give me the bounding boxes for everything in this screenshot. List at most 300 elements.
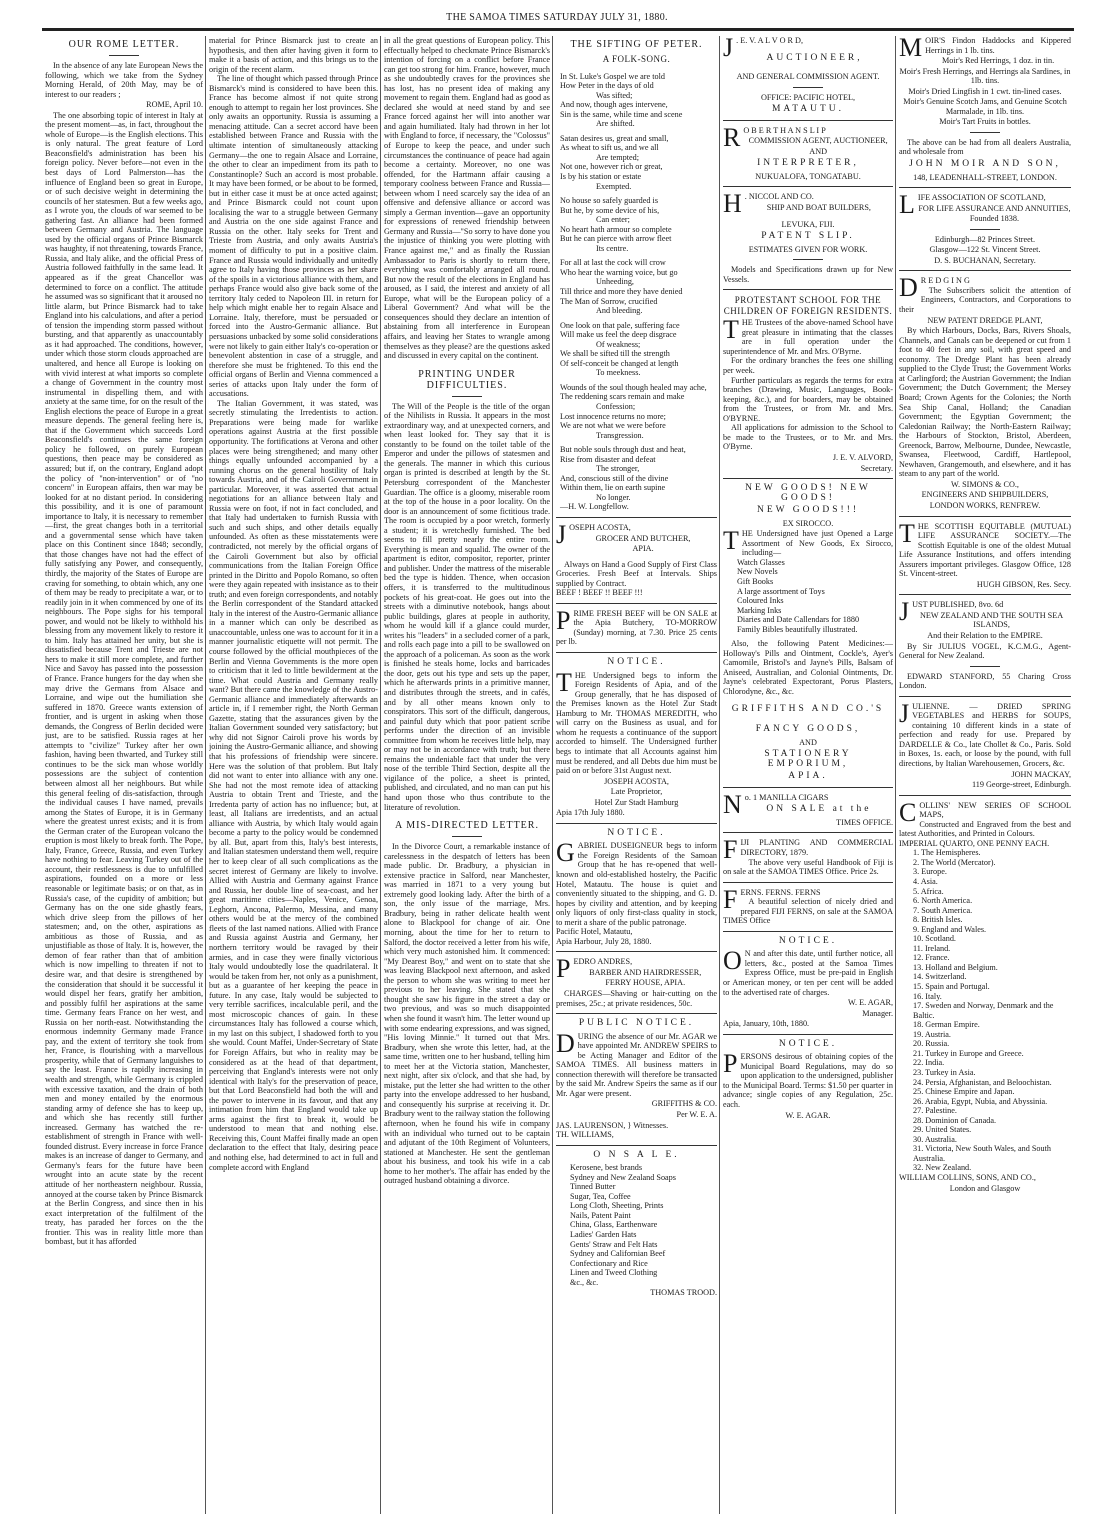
drop-cap-initial: F <box>723 884 738 914</box>
section-divider <box>556 951 717 952</box>
paragraph: CHARGES—Shaving or hair-cutting on the premises, 25c.; at private residences, 50c. <box>556 988 717 1008</box>
section-divider <box>723 832 893 833</box>
centered-line: Glasgow—122 St. Vincent Street. <box>929 245 1041 255</box>
short-rule <box>109 55 139 56</box>
centered-line: NEW ZEALAND AND THE SOUTH SEA ISLANDS, <box>919 610 1064 630</box>
drop-cap-text: UST PUBLISHED, 8vo. 6d <box>912 600 1004 610</box>
section-divider <box>899 516 1071 517</box>
short-rule <box>970 132 1000 133</box>
column-divider <box>552 36 553 1514</box>
drop-cap-initial: P <box>723 1049 738 1079</box>
section-divider <box>899 696 1071 697</box>
section-divider <box>556 1013 717 1014</box>
centered-line: APIA. <box>632 544 654 554</box>
centered-line: Moir's Red Herrings, 1 doz. in tin. <box>941 56 1055 66</box>
list-item: 4. Asia. <box>913 877 938 887</box>
signature-line: TIMES OFFICE. <box>836 817 893 827</box>
centered-line: NUKUALOFA, TONGATABU. <box>755 171 861 181</box>
poem-line: As wheat to sift us, and we all <box>560 143 659 153</box>
paragraph: in all the great questions of European policy. This effectually helped to checkmate Prince Bismarck's intention of forcing on a conflict before France can get too strong for him. France, however, much as she undoubtedly craves for the provinces she has lost, has no present idea of making any movement to regain them. England had as good as declared she would at need stand by and see France forced against her will into another war and again humiliated. Italy had thrown in her lot with England to force, if necessary, the "Colossus" of Europe to keep the peace, and under such circumstances the continuance of peace had again become a certainty. Moreover, no one was offended, for the Hartmann affair causing a temporary coolness between France and Russia—between whom I need scarcely say the idea of an offensive and defensive alliance or accord was simply a German invention—gave an opportunity for expressions of renewed friendship between Germany and Russia—"So sorry to have done you the injustice of thinking you were plotting with France against me," and as finally the Russian Ambassador to Paris is shortly to return there, everything was comfortably arranged all round. But now the result of the elections in England has aroused, as I said, the interest and anxiety of all Europe, what will be the European policy of a Liberal Government? And what will be the consequences should they declare an intention of abstaining from all interference in European affairs, and leaving her States to wrangle among themselves as they please? are the questions asked and discussed in every capital on the continent. <box>384 36 550 361</box>
drop-cap-text: O B E R T H A N S L I P <box>743 125 826 135</box>
article-headline: THE SIFTING OF PETER. <box>570 39 703 50</box>
drop-cap-text: HE Undersigned begs to inform the Foreign Residents of Apia, and of the Group generally, that he has disposed of the Premises known as the Hotel Zur Stadt Hamburg to Mr. THOMAS MEREDITH, who will carry on the Business as usual, and for whom he requests a continuance of the support accorded to himself. The Undersigned further begs to intimate that all Accounts against him must be rendered, and all Debts due him must be paid on or before 31st August next. <box>556 670 717 776</box>
list-item: Sugar, Tea, Coffee <box>570 1191 631 1201</box>
drop-cap-initial: M <box>899 36 923 62</box>
list-item: Ladies' Garden Hats <box>570 1230 637 1240</box>
spacer <box>384 812 550 817</box>
list-item: 2. The World (Mercator). <box>913 857 996 867</box>
drop-cap-paragraph <box>723 835 893 865</box>
list-item: 32. New Zealand. <box>913 1163 972 1173</box>
poem-line-indented: Unheeding, <box>596 277 634 287</box>
centered-line: Edinburgh—82 Princes Street. <box>934 234 1036 244</box>
spaced-heading: NOTICE. <box>778 1038 838 1049</box>
section-divider <box>556 823 717 824</box>
poem-line: But he, by some device of his, <box>560 205 660 215</box>
drop-cap-paragraph <box>556 605 717 647</box>
drop-cap-text: ULIENNE. — DRIED SPRING VEGETABLES and HERBS for SOUPS, containing 10 different kinds in a state of perfection and ready for use. Prepared by DARDELLE & Co., late Chollet & Co., Paris. Sold in Boxes, 1s. each, or loose by the pound, with full directions, by Italian Warehousemen, Grocers, &c. <box>899 701 1071 768</box>
poem-line: Not one, however rich or great, <box>560 162 663 172</box>
drop-cap-text: OLLINS' NEW SERIES OF SCHOOL MAPS, <box>919 800 1071 820</box>
short-rule <box>793 87 823 88</box>
drop-cap-text: RIME FRESH BEEF will be ON SALE at the Apia Butchery, TO-MORROW (Sunday) morning, at 7.30. Price 25 cents per lb. <box>556 608 717 647</box>
list-item: 13. Holland and Belgium. <box>913 962 998 972</box>
column-poem-and-notices <box>556 36 717 1514</box>
signature-line: HUGH GIBSON, Res. Secy. <box>976 579 1071 589</box>
section-divider <box>723 186 893 187</box>
centered-line: LEVUKA, FIJI. <box>781 219 835 229</box>
drop-cap-paragraph <box>556 838 717 927</box>
paragraph: material for Prince Bismarck just to create an hypothesis, and then after having given it form to make it a basis of action, and this brings us to the origin of the recent alarm. <box>209 36 378 74</box>
paragraph: The Italian Government, it was stated, was secretly stimulating the Irredentists to action. Preparations were being made for warlike operations against Austria at the first possible opportunity. The fortifications at Verona and other places were being strengthened; and many other things equally unfounded accompanied by a running chorus on the general hostility of Italy towards Austria, and of the Cairoli Government in particular. Moreover, it was asserted that actual negotiations for an alliance between Italy and Russia were on foot, if not in fact concluded, and that Italy had undertaken to furnish Russia with such and such ships, and other details equally unfounded. As often as these misstatements were contradicted, not merely by the official organs of the Cairoli Government but also by official communications from the Italian Foreign Office printed in the Diritto and Popolo Romano, so often were they again repeated with insistance as to their truth; and even foreign correspondents, and notably the Berlin correspondent of the Standard attacked Italy in the interest of the Austro-Germanic alliance in a manner which can only be described as unaccountable, unless one was to account for it in a manner journalistic etiquette will not permit. The course followed by the official mouthpieces of the Berlin and Vienna Governments is the more open to criticism that it led to little bewilderment at the time. What could Austria and Germany really want? But there came the knowledge of the Austro-Germanic alliance and immediately afterwards an article in, if I remember right, the North German Gazette, stating that the assurances given by the Italian Government sounded very satisfactory; but why did not Signor Cairoli prove his words by joining the Austro-Germanic alliance, and showing that his professions of friendship were sincere. Here was the solution of that problem. But Italy did not want to enter into alliance with any one. She had not the most remote idea of attacking Austria to obtain Trent and Trieste, and the Irredenta party of action has no influence; but, at least, all Italians are irredentists, and an actual alliance with Austria, by which Italy would again become a party to the policy would be condemned by all. But, apart from this, Italy's best interests, and Italian statesmen understand them well, require her to keep clear of all such complications as the secret interest of Germany are likely to involve. Allied with Austria and Germany against France and Russia, her double line of sea-coast, and her great maritime cities—Naples, Venice, Genoa, Leghorn, Ancona, Palermo, Messina, and many others would be at the mercy of the combined fleets of the last named nations. Allied with France and Russia against Austria and Germany, her northern territory would be ravaged by their armies, and in case they were finally victorious Italy would undoubtedly lose the quadrilateral. It would be taken from her, not only as a punishment, but as a guarantee of her keeping the peace in future. In any case, Italy would be subjected to very terrible sacrifices, incalculable peril, and the most microscopic chances of gain. In these circumstances Italy has followed a course which, in my last on this subject, I shadowed forth to you she would. Count Maffei, Under-Secretary of State for Foreign Affairs, but who in reality may be considered as at the head of that department, perceiving that England's interests were not only identical with Italy's for the preservation of peace, but that Lord Beaconsfield had both the will and the power to intervene in its favour, and that any intimation from him that England would take up arms against the first to break it, would be understood to mean that and nothing else. Receiving this, Count Maffei finally made an open declaration to the effect that Italy, desiring peace and nothing else, had determined to act in full and complete accord with England <box>209 398 378 1172</box>
centered-line: Late Proprietor, <box>610 787 663 797</box>
signature-line: Manager. <box>862 1008 893 1018</box>
poem-line: Of self-conceit be changed at length <box>560 358 679 368</box>
centered-line: AND GENERAL COMMISSION AGENT. <box>736 72 880 82</box>
list-item: China, Glass, Earthenware <box>570 1220 658 1230</box>
drop-cap-paragraph <box>899 797 1071 827</box>
short-rule <box>452 836 482 837</box>
paragraph: The above very useful Handbook of Fiji is on sale at the SAMOA TIMES Office. Price 2s. <box>723 857 893 877</box>
centered-line: Moir's Genuine Scotch Jams, and Genuine Scotch Marmalade, in 1lb. tins. <box>903 97 1067 116</box>
section-divider <box>723 931 893 932</box>
poem-line: Will make us feel the deep disgrace <box>560 330 677 340</box>
poem-line: For all at last the cock will crow <box>560 258 666 268</box>
list-item: 8. British Isles. <box>913 915 963 925</box>
list-item: A large assortment of Toys <box>737 586 825 596</box>
section-divider <box>723 787 893 788</box>
signature-line: J. E. V. ALVORD, <box>832 452 893 462</box>
poem-line: The reddening scars remain and make <box>560 392 685 402</box>
paragraph: By Sir JULIUS VOGEL, K.C.M.G., Agent-General for New Zealand. <box>899 641 1071 661</box>
spaced-heading: FANCY GOODS, <box>755 724 861 735</box>
poem-line: —H. W. Longfellow. <box>560 502 629 512</box>
drop-cap-initial: J <box>899 597 910 627</box>
paragraph: The line of thought which passed through Prince Bismarck's mind is considered to have been this. France has become almost if not quite strong enough to attempt to regain her lost provinces. She only awaits an opportunity. Russia is assuming a menacing attitude. Can a secret accord have been established between France and Russia with the ultimate intention of simultaneously attacking Germany—the one to regain Alsace and Lorraine, the other to clear an impediment from its path to Constantinople? Such an accord is most probable. It may have been formed, or be about to be formed, but in either case it must be at once acted against; and Prince Bismarck could not count upon localising the war to a struggle between Germany and Austria on the one side against France and Russia on the other. Italy seeks for Trent and Trieste from Austria, and only awaits Austria's moment of difficulty to put in a positive claim. France and Russia would individually and unitedly agree to Italy having those provinces as her share of the spoils in a victorious alliance with them, and perhaps France would also give back some of the territory Italy ceded to Napoleon III. in return for help which might enable her to regain Alsace and Lorraine. Italy, therefore, must be persuaded or forced into the Austro-Germanic alliance. But persuasions unbacked by some solid considerations were not likely to gain either Italy's co-operation or benevolent abstention in case of a struggle, and therefore she must be frightened. To this end the official organs of Berlin and Vienna commenced a series of attacks upon Italy under the form of accusations. <box>209 74 378 399</box>
drop-cap-text: ABRIEL DUSEIGNEUR begs to inform the Foreign Residents of the Samoan Group that he has re-opened that well-known and old-established hostelry, the Pacific Hotel, Matautu. The house is quiet and conveniently situated to the shipping, and G. D. hopes by civility and attention, and by keeping only liquors of only first-class quality in stock, to merit a share of the public patronage. <box>556 841 717 927</box>
centered-line: BARBER AND HAIRDRESSER, <box>589 967 702 977</box>
paragraph: A beautiful selection of nicely dried and prepared FIJI FERNS, on sale at the SAMOA TIMES Office <box>723 897 893 926</box>
poem-line: Is by his station or estate <box>560 171 642 181</box>
list-item: Gents' Straw and Felt Hats <box>570 1239 658 1249</box>
drop-cap-text: ERSONS desirous of obtaining copies of the Municipal Board Regulations, may do so upon application to the undersigned, publisher to the Municipal Board. Terms: $1.50 per quarter in advance; single copies of any Regulation, 25c. each. <box>723 1052 893 1110</box>
list-item: 16. Italy. <box>913 991 942 1001</box>
spacer <box>384 361 550 366</box>
list-item: 11. Ireland. <box>913 943 951 953</box>
paragraph: Further particulars as regards the terms for extra branches (Drawing, Music, Languages, Book-keeping, &c.), and for boarders, may be obtained from the Trustees, or from Mr. and Mrs. O'BYRNE. <box>723 375 893 423</box>
paragraph: JAS. LAURENSON, } Witnesses. <box>556 1120 669 1130</box>
drop-cap-text: . NICCOL AND CO. <box>744 192 814 202</box>
drop-cap-initial: J <box>556 520 567 550</box>
drop-cap-initial: R <box>723 122 741 152</box>
paragraph: Models and Specifications drawn up for New Vessels. <box>723 265 893 284</box>
list-item: Marking Inks <box>737 605 782 615</box>
paragraph: BEEF ! BEEF !! BEEF !!! <box>556 588 643 598</box>
drop-cap-text: IFE ASSOCIATION OF SCOTLAND, <box>917 193 1046 203</box>
short-rule <box>970 666 1000 667</box>
column-divider <box>205 36 206 1514</box>
centered-line: SHIP AND BOAT BUILDERS, <box>766 203 871 213</box>
short-rule <box>970 229 1000 230</box>
list-item: 30. Australia. <box>913 1134 957 1144</box>
centered-line: W. SIMONS & CO., <box>951 479 1019 489</box>
drop-cap-initial: F <box>723 835 738 865</box>
list-item: 22. India. <box>913 1058 945 1068</box>
spacer <box>723 66 893 71</box>
column-articles <box>384 36 550 1514</box>
spaced-heading: INTERPRETER, <box>757 158 859 169</box>
drop-cap-initial: T <box>899 518 915 548</box>
paragraph: Also, the following Patent Medicines:—Holloway's Pills and Ointment, Cockle's, Ayer's Camomile, Bristol's and Jayne's Pills, Balsam of Aniseed, Australian, and Colonial Ointments, Dr. Jayne's celebrated Expectorant, Porus Plasters, Chlorodyne, &c., &c. <box>723 639 893 696</box>
paragraph: Apia 17th July 1880. <box>556 808 625 818</box>
paragraph: In the Divorce Court, a remarkable instance of carelessness in the despatch of letters has been made public. Dr. Bradbury, a physician in extensive practice in Salford, near Manchester, was married in 1871 to a very young but extremely good looking lady. After the birth of a son, the only issue of the marriage, Mrs. Bradbury, being in rather delicate health went alone to Blackpool for change of air. One morning, about the time for her to return to Salford, the doctor received a letter from his wife, which very much astonished him. It commenced: "My Dearest Boy," and went on to state that she was leaving Blackpool next afternoon, and asked the person to whom she was writing to meet her previous to her leaving. She stated that she thought she saw his figure in the street a day or two previous, and was so much disappointed when she found it wasn't him. The letter wound up with some endearing expressions, and was signed, "His loving Minnie." It turned out that Mrs. Bradbury, when she wrote this letter, had, at the same time, written one to her husband, telling him to meet her at the Victoria station, Manchester, next night, after six o'clock, and that she had, by mistake, put the letter she had written to the other party into the envelope addressed to her husband, and consequently his surprise at receiving it. Dr. Bradbury went to the railway station the following afternoon, when he found his wife in company with an individual who turned out to be captain and adjutant of the 10th Regiment of Volunteers, stationed at Manchester. He sent the gentleman about his business, and took his wife in a cab home to her mother's. The affair has ended by the outraged husband obtaining a divorce. <box>384 842 550 1186</box>
section-divider <box>899 594 1071 595</box>
drop-cap-text: R E D G I N G <box>920 276 970 286</box>
poem-line-indented: Was sifted; <box>596 90 633 100</box>
poem-line-indented: Exempted. <box>596 181 632 191</box>
drop-cap-initial: P <box>556 954 571 984</box>
drop-cap-text: IJI PLANTING AND COMMERCIAL DIRECTORY, 1879. <box>740 838 893 857</box>
signature-line: 119 George-street, Edinburgh. <box>972 780 1071 790</box>
paragraph: WILLIAM COLLINS, SONS, AND CO., <box>899 1172 1036 1182</box>
list-item: 27. Palestine. <box>913 1106 957 1116</box>
drop-cap-paragraph <box>556 1028 717 1099</box>
spacer <box>723 717 893 722</box>
list-item: Watch Glasses <box>737 557 785 567</box>
list-item: 10. Scotland. <box>913 934 956 944</box>
spaced-heading: APIA. <box>788 771 828 782</box>
poem-line-indented: No longer. <box>596 492 631 502</box>
drop-cap-text: EDRO ANDRES, <box>573 957 633 967</box>
section-divider <box>723 1034 893 1035</box>
list-item: 9. England and Wales. <box>913 924 987 934</box>
masthead-rule <box>42 28 1074 31</box>
list-item: 5. Africa. <box>913 886 944 896</box>
paragraph: Apia, January, 10th, 1880. <box>723 1019 810 1029</box>
signature-line: THOMAS TROOD. <box>650 1288 717 1298</box>
signature-line: JOHN MACKAY, <box>1011 769 1071 779</box>
paragraph: Always on Hand a Good Supply of First Class Groceries. Fresh Beef at Intervals. Ships supplied by Contract. <box>556 559 717 588</box>
signature-line: W. E. AGAR, <box>848 998 893 1008</box>
poem-line: And, conscious still of the divine <box>560 473 669 483</box>
list-item: 24. Persia, Afghanistan, and Beloochistan. <box>913 1077 1052 1087</box>
drop-cap-text: OIR'S Findon Haddocks and Kippered Herrings in 1 lb. tins. <box>925 36 1071 55</box>
list-item: 28. Dominion of Canada. <box>913 1115 996 1125</box>
centered-line: London and Glasgow <box>949 1183 1021 1193</box>
list-item: New Novels <box>737 567 778 577</box>
drop-cap-paragraph <box>723 315 893 356</box>
spacer <box>723 46 893 51</box>
list-item: Sydney and New Zealand Soaps <box>570 1172 676 1182</box>
signature-line: ROME, April 10. <box>146 100 203 110</box>
paragraph: In the absence of any late European News the following, which we take from the Sydney Morning Herald, of 20th May, may be of interest to our readers ; <box>45 61 203 99</box>
list-item: Family Bibles beautifully illustrated. <box>737 624 858 634</box>
drop-cap-initial: L <box>899 190 915 220</box>
section-divider <box>556 603 717 604</box>
spaced-heading: MATAUTU. <box>771 104 845 115</box>
poem-line: Within them, lie on earth supine <box>560 483 666 493</box>
spaced-heading: ON SALE at the <box>766 804 872 815</box>
centered-line: W. E. AGAR. <box>785 1110 831 1120</box>
list-item: Coloured Inks <box>737 596 784 606</box>
poem-line: Lost innocence returns no more; <box>560 411 666 421</box>
list-item: 26. Arabia, Egypt, Nubia, and Abyssinia. <box>913 1096 1048 1106</box>
poem-line: No house so safely guarded is <box>560 196 659 206</box>
signature-line: GRIFFITHS & CO. <box>651 1099 717 1109</box>
column-divider <box>380 36 381 1514</box>
list-item: 17. Sweden and Norway, Denmark and the Baltic. <box>913 1001 1054 1020</box>
column-rome-letter <box>45 36 203 1514</box>
poem-line-indented: To meekness. <box>596 368 641 378</box>
centered-line: 148, LEADENHALL-STREET, LONDON. <box>913 172 1057 182</box>
section-divider <box>556 1145 717 1146</box>
paragraph: The one absorbing topic of interest in Italy at the present moment—as, in fact, throughout the whole of Europe—is the English elections. This is only natural. The great feature of Lord Beaconsfield's administration has been his foreign policy. Never before—not even in the best days of Lord Palmerston—has the influence of England been so great in Europe, or of such decisive weight in determining the councils of her statesmen. But a few weeks ago, as I wrote you, the clouds of war seemed to be gathering fast. An alliance had been formed between Germany and Austria. The language used by the official organs of Prince Bismarck was haughty, if not threatening, towards France, Russia, and Italy alike, and the official Press of Austria followed faithfully in the same lead. It appeared as if the great Chancellor was determined to force on a conflict. The attitude he assumed was so significant that it aroused no little alarm, but Prince Bismarck had to take England into his calculations, and after a period of tension the impending storm passed without bursting, and that apparently as unaccountably as it had approached. The conditions, however, under which those storm clouds approached are unaltered, and hence all Europe is looking on with vivid interest at what imports so complete a change of Government in the country most instrumental in dispelling them, and with anxiety at the same time, for on the result of the English elections the peace of Europe in a great measure depends. The general feeling here is, that if the Government which succeeds Lord Beaconsfield's continues the same foreign policy he followed, on purely European questions, then peace may be considered as assured; but if, on the contrary, England adopt the policy of "non-intervention" or of "no concern" in European affairs, then war may be looked for at no distant period. In considering this possibility, and it is one of paramount importance to Italy, it is necessary to remember—first, the great changes both in a territorial and a governmental sense which have taken place on this Continent since 1848; secondly, that those changes have not had the effect of fully satisfying any Power, and consequently, thirdly, the majority of the States of Europe are craving for something, to obtain which, any one of them may be ready to precipitate a war, or to readily join in it when commenced by one of its neighbours. The Pope sighs for his temporal power, and would not be likely to withhold his blessing from any movement likely to restore it to him. Italy has attained her unity, but she is dissatisfied because Trent and Trieste are not hers to make it still more complete, and further Nice and Savoy has passed into the possession of France. France hungers for the day when she may drive the Germans from Alsace and Lorraine, and wipe out the humiliation she suffered in 1870. Greece wants extension of frontier, and is urgent in asking when those demands, the Congress of Berlin decided were just, are to be satisfied. Russia rages at her attempts to "civilize" Turkey after her own fashion, having been thwarted, and Turkey still continues to be the sick man whose worldly possessions are the subject of contention between almost all her neighbours. But while this general feeling of dis-satisfaction, through the individual causes I have named, prevails among the States of Europe, it is in Germany where the greatest unrest exists; and it is from the German crater of the European volcano the eruption is most likely to break forth. The Pope, Italy, France, Greece, Russia, and even Turkey have nothing to fear. Leaving Turkey out of the account, their restlessness is due to unfulfilled aspirations, founded on a more or less reasonable or legitimate basis; or on that, as in Russia's case, of the cupidity of ambition; but Germany has on the one side ghastly fears, which drive sleep from the pillows of her statesmen; and, on the other, aspirations as ambitious as those of Russia, and as unjustifiable as those of Italy. It is, however, the demon of fear rather than that of ambition which is now impelling to threaten if not to desire war, and that desire is strengthened by the consideration that should it be successful it would dispel her fears, gratify her ambition, and possibly fulfil her aspirations at the same time. Germany fears France on her west, and Russia on her north-east. Notwithstanding the enormous indemnity Germany made France pay, and the extent of territory she took from her, France, is flourishing with a marvellous prosperity, while that of Germany languishes to say the least. France is rapidly increasing in wealth and strength, while Germany is crippled with excessive taxation, and the drain of both men and money entailed by the enormous standing army of defence she has to keep up, and which she has recently still further increased. Germany has watched the re-establishment of strength in France with well-founded distrust. Every increase in force France makes is an increase of danger to Germany, and Germany's fears for the future have been wrought into an acute state by the recent attitude of her northeastern neighbour. Russia, annoyed at the course taken by Prince Bismarck at the Berlin Congress, and since then in his exact interpretation of the fulfilment of the treaty, has paraded her forces on the the frontier. This was in reality little more than bombast, but it has afforded <box>45 110 203 1247</box>
paragraph: For the ordinary branches the fees one shilling per week. <box>723 356 893 376</box>
centered-line: JOSEPH ACOSTA, <box>604 776 669 786</box>
paragraph: The Will of the People is the title of the organ of the Nihilists in Russia. It appears in the most extraordinary way, and at unexpected corners, and when least looked for. They say that it is constantly to be found on the toilet table of the Emperor and under the pillows of statesmen and the generals. The manner in which this curious organ is printed is described at length by the St. Petersburg correspondent of the Manchester Guardian. The office is a gloomy, miserable room at the top of the house in a poor locality. On the door is an announcement of some fictitious trade. The room is occupied by a poor wretch, formerly a student; it is wretchedly furnished. The bed seems to fill pretty nearly the entire room. Everything is mean and squalid. The owner of the apartment is editor, compositor, reporter, printer and publisher. Under the mattress of the miserable bed the type is hidden. Thence, when occasion offers, it is transferred to the multitudinous pockets of his great-coat. He goes out into the streets with a diminutive notebook, hangs about public buildings, glares at people in authority, whom he would kill if a glance could murder, writes his "leaders" in a secluded corner of a park, and rolls each page into a pill to be swallowed on the approach of a policeman. As soon as the work is finished he steals home, locks and barricades the door, gets out his type and sets up the paper, which he afterwards prints in a primitive manner, and distributes through the streets, and in cafés, and by all other means known only to conspirators. This sort of the difficult, dangerous, and painful duty which that poor patient scribe performs under the direction of an invisible committee from whom he receives little help, may or may not be in accordance with truth; but there remains the undeniable fact that under the very nose of the terrible Third Section, despite all the vigilance of the police, a sheet is printed, published, and circulated, and no man can put his hand upon those who thus contribute to the literature of revolution. <box>384 401 550 812</box>
drop-cap-initial: H <box>723 189 742 219</box>
poem-line: But noble souls through dust and heat, <box>560 445 686 455</box>
centered-line: LONDON WORKS, RENFREW. <box>929 500 1041 510</box>
column-divider <box>719 36 720 1514</box>
drop-cap-initial: C <box>899 797 917 827</box>
section-divider <box>723 120 893 121</box>
spaced-heading: NEW GOODS! NEW GOODS! <box>745 483 871 503</box>
centered-line: AND <box>799 737 817 747</box>
article-subheadline: PROTESTANT SCHOOL FOR THE CHILDREN OF FOREIGN RESIDENTS. <box>723 295 893 316</box>
spacer <box>723 697 893 702</box>
article-headline: OUR ROME LETTER. <box>68 39 180 50</box>
paragraph: The above can be had from all dealers Australia, and wholesale from <box>899 137 1071 157</box>
list-item: Confectionary and Rice <box>570 1258 648 1268</box>
drop-cap-initial: D <box>899 273 918 303</box>
section-divider <box>556 652 717 653</box>
list-item: 14. Switzerland. <box>913 972 967 982</box>
column-rome-letter-continued <box>209 36 378 1514</box>
spaced-heading: STATIONERY EMPORIUM, <box>764 749 852 769</box>
spaced-heading: AUCTIONEER, <box>766 52 863 63</box>
centered-line: Founded 1838. <box>969 214 1019 224</box>
poem-line-indented: Can enter; <box>596 215 630 225</box>
list-item: 3. Europe. <box>913 867 947 877</box>
newspaper-masthead: THE SAMOA TIMES SATURDAY JULY 31, 1880. <box>446 12 668 23</box>
spaced-heading: NOTICE. <box>607 827 666 838</box>
spaced-heading: PUBLIC NOTICE. <box>578 1018 695 1029</box>
section-divider <box>899 187 1071 188</box>
column-divider <box>895 36 896 1514</box>
drop-cap-initial: D <box>556 1028 575 1058</box>
drop-cap-paragraph <box>723 1049 893 1110</box>
list-item: 12. France. <box>913 953 950 963</box>
centered-line: FERRY HOUSE, APIA. <box>605 978 686 988</box>
column-advertisements <box>723 36 893 1514</box>
drop-cap-text: HE SCOTTISH EQUITABLE (MUTUAL) LIFE ASSURANCE SOCIETY.—The Scottish Equitable is one of the oldest Mutual Life Assurance Institutions, and offers intending Assurers important privileges. Glasgow Office, 128 St. Vincent-street. <box>899 521 1071 579</box>
centered-line: ENGINEERS AND SHIPBUILDERS, <box>921 490 1049 500</box>
centered-line: OFFICE: PACIFIC HOTEL, <box>760 92 856 102</box>
list-item: 15. Spain and Portugal. <box>913 982 990 992</box>
list-item: 29. United States. <box>913 1125 972 1135</box>
list-item: 7. South America. <box>913 905 973 915</box>
list-item: 23. Turkey in Asia. <box>913 1067 976 1077</box>
list-item: 31. Victoria, New South Wales, and South Australia. <box>913 1144 1051 1163</box>
section-divider <box>723 478 893 479</box>
paragraph: EDWARD STANFORD, 55 Charing Cross London. <box>899 671 1071 691</box>
poem-line-indented: And bleeding. <box>596 306 643 316</box>
centered-line: Moir's Tart Fruits in bottles. <box>939 117 1031 127</box>
paragraph: TH. WILLIAMS, <box>556 1130 614 1140</box>
list-item: 6. North America. <box>913 896 973 906</box>
spaced-heading: GRIFFITHS AND CO.'S <box>731 703 885 714</box>
centered-line: D. S. BUCHANAN, Secretary. <box>934 255 1036 265</box>
spaced-heading: PATENT SLIP. <box>761 231 855 242</box>
section-divider <box>556 517 717 518</box>
centered-line: NEW PATENT DREDGE PLANT, <box>927 315 1043 325</box>
article-headline: PRINTING UNDER DIFFICULTIES. <box>418 368 516 391</box>
drop-cap-text: OSEPH ACOSTA, <box>569 523 631 533</box>
drop-cap-text: HE Undersigned have just Opened a Large Assortment of New Goods, Ex Sirocco, including— <box>741 529 893 558</box>
poem-line: Wounds of the soul though healed may ache, <box>560 382 707 392</box>
drop-cap-text: HE Trustees of the above-named School have great pleasure in intimating that the classes are in full operation under the superintendence of Mr. and Mrs. O'Byrne. <box>723 318 893 356</box>
paragraph: Apia Harbour, July 28, 1880. <box>556 936 652 946</box>
article-subheadline: A FOLK-SONG. <box>602 54 671 64</box>
list-item: 25. Chinese Empire and Japan. <box>913 1087 1015 1097</box>
spaced-heading: O N S A L E. <box>593 1149 680 1160</box>
spacer <box>723 214 893 219</box>
list-item: Sydney and Californian Beef <box>570 1249 666 1259</box>
poem-line: How Peter in the days of old <box>560 81 654 91</box>
drop-cap-initial: O <box>723 946 742 976</box>
poem-line: One look on that pale, suffering face <box>560 320 680 330</box>
drop-cap-initial: N <box>723 789 742 819</box>
drop-cap-initial: P <box>556 605 571 635</box>
drop-cap-initial: G <box>556 838 575 868</box>
centered-line: ESTIMATES GIVEN FOR WORK. <box>748 244 868 254</box>
poem-line: Satan desires us, great and small, <box>560 133 669 143</box>
list-item: 19. Austria. <box>913 1029 951 1039</box>
drop-cap-initial: T <box>723 526 739 556</box>
poem-line-indented: The stronger, <box>596 464 640 474</box>
spaced-heading: JOHN MOIR AND SON, <box>909 159 1061 170</box>
drop-cap-initial: T <box>723 315 739 345</box>
list-item: Long Cloth, Sheeting, Prints <box>570 1201 664 1211</box>
poem-line-indented: Of weakness; <box>596 339 641 349</box>
drop-cap-paragraph <box>556 667 717 776</box>
centered-line: COMMISSION AGENT, AUCTIONEER, <box>748 136 888 146</box>
list-item: &c., &c. <box>570 1277 599 1287</box>
short-rule <box>452 396 482 397</box>
poem-line: Rise from disaster and defeat <box>560 454 656 464</box>
drop-cap-text: ERNS. FERNS. FERNS <box>740 887 821 897</box>
list-item: 21. Turkey in Europe and Greece. <box>913 1048 1024 1058</box>
poem-line-indented: Are shifted. <box>596 119 635 129</box>
centered-line: Moir's Fresh Herrings, and Herrings ala Sardines, in 1lb. tins. <box>899 66 1071 86</box>
poem-line: Who hear the warning voice, but go <box>560 267 678 277</box>
centered-line: GROCER AND BUTCHER, <box>595 533 691 543</box>
poem-line-indented: Its centre. <box>596 243 629 253</box>
list-item: Tinned Butter <box>570 1182 616 1192</box>
section-divider <box>899 795 1071 796</box>
list-item: 1. The Hemispheres. <box>913 848 981 858</box>
section-divider <box>723 882 893 883</box>
drop-cap-text: o. 1 MANILLA CIGARS <box>744 792 829 802</box>
drop-cap-text: N and after this date, until further notice, all letters, &c., posted at the Samoa Times Express Office, must be pre-paid in English or American money, or ten per cent will be added to the advertised rate of charges. <box>723 949 893 997</box>
list-item: Linen and Tweed Clothing <box>570 1268 658 1278</box>
list-item: Diaries and Date Callendars for 1880 <box>737 615 860 625</box>
paragraph: IMPERIAL QUARTO, ONE PENNY EACH. <box>899 838 1050 848</box>
signature-line: Secretary. <box>860 463 893 473</box>
poem-line-indented: Confession; <box>596 402 636 411</box>
list-item: 18. German Empire. <box>913 1020 980 1030</box>
spaced-heading: NOTICE. <box>778 935 838 946</box>
list-item: 20. Russia. <box>913 1039 950 1049</box>
spaced-heading: NOTICE. <box>607 657 666 668</box>
article-headline: A MIS-DIRECTED LETTER. <box>395 820 539 832</box>
section-divider <box>899 270 1071 271</box>
poem-line-indented: Transgression. <box>596 430 644 440</box>
paragraph: Constructed and Engraved from the best and latest Authorities, and Printed in Colours. <box>899 819 1071 839</box>
drop-cap-initial: T <box>556 667 572 697</box>
centered-line: Hotel Zur Stadt Hamburg <box>594 797 679 807</box>
poem-line: Sin is the same, while time and scene <box>560 109 683 119</box>
poem-line: But he can pierce with arrow fleet <box>560 234 672 244</box>
short-rule <box>793 259 823 260</box>
drop-cap-text: . E. V. A L V O R D, <box>736 36 804 45</box>
list-item: Gift Books <box>737 576 774 586</box>
signature-line: Per W. E. A. <box>676 1110 717 1119</box>
drop-cap-text: URING the absence of our Mr. AGAR we have appointed Mr. ANDREW SPEIRS to be Acting Manager and Editor of the SAMOA TIMES. All business matters in connection therewith will therefore be transacted by the said Mr. Andrew Speirs the same as if our Mr. Agar were present. <box>556 1031 717 1098</box>
poem-line: The Man of Sorrow, crucified <box>560 296 658 306</box>
drop-cap-paragraph <box>899 518 1071 579</box>
centered-line: Moir's Dried Lingfish in 1 cwt. tin-lined cases. <box>908 86 1062 96</box>
section-divider <box>723 289 893 290</box>
poem-line-indented: Are tempted; <box>596 152 639 162</box>
drop-cap-initial: J <box>899 698 910 728</box>
drop-cap-initial: J <box>723 36 734 62</box>
poem-line: We are not what we were before <box>560 421 666 431</box>
paragraph: The Subscribers solicit the attention of Engineers, Contractors, and Corporations to their <box>899 285 1071 315</box>
list-item: Nails, Patent Paint <box>570 1210 631 1220</box>
centered-line: And their Relation to the EMPIRE. <box>927 630 1043 640</box>
poem-line: And now, though ages intervene, <box>560 100 668 110</box>
drop-cap-paragraph <box>899 698 1071 769</box>
paragraph: Pacific Hotel, Matautu, <box>556 927 633 937</box>
centered-line: FOR LIFE ASSURANCE AND ANNUITIES, <box>918 203 1071 213</box>
spaced-heading: NEW GOODS!!! <box>756 505 860 516</box>
centered-line: EX SIROCCO. <box>782 518 834 528</box>
drop-cap-paragraph <box>723 946 893 997</box>
drop-cap-paragraph <box>723 526 893 558</box>
poem-line: Till thrice and more they have denied <box>560 286 683 296</box>
